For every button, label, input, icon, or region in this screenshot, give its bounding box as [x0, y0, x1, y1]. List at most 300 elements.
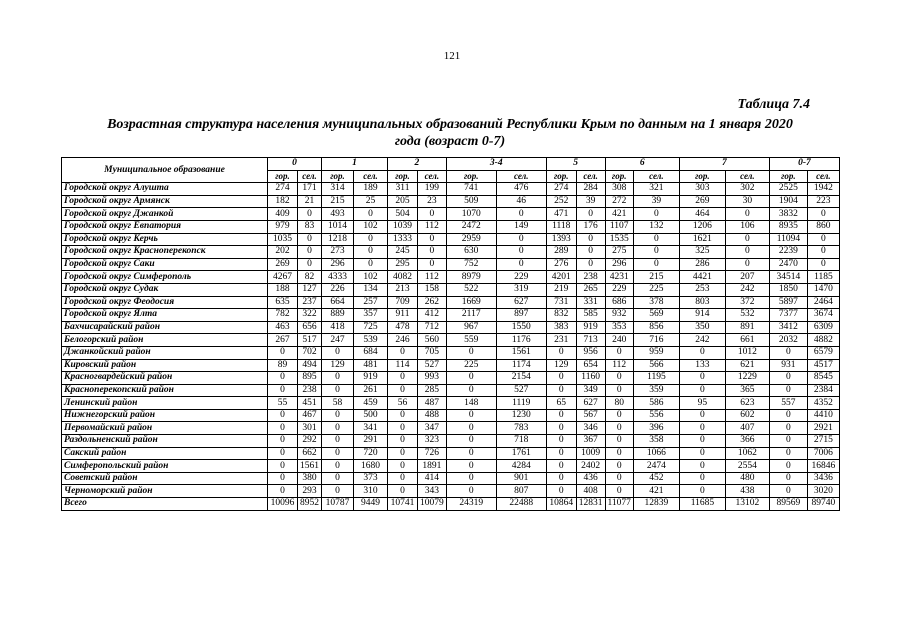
table-cell: 223 [807, 195, 839, 208]
table-cell: 262 [418, 296, 447, 309]
table-cell: 0 [605, 447, 633, 460]
table-cell: 350 [679, 321, 725, 334]
table-cell: 0 [322, 422, 354, 435]
table-cell: 0 [605, 384, 633, 397]
table-cell: 0 [388, 346, 418, 359]
table-cell: 176 [576, 220, 605, 233]
table-cell: 274 [268, 183, 298, 196]
table-cell: 0 [446, 485, 496, 498]
table-cell: 0 [268, 422, 298, 435]
header-urban: гор. [446, 170, 496, 183]
table-cell: 569 [633, 309, 679, 322]
header-municipality: Муниципальное образование [62, 158, 268, 183]
table-cell: 0 [633, 208, 679, 221]
table-cell: 2117 [446, 309, 496, 322]
table-cell: 0 [418, 233, 447, 246]
table-cell: 0 [605, 372, 633, 385]
table-cell: 654 [576, 359, 605, 372]
table-cell: 0 [807, 233, 839, 246]
table-row [62, 435, 840, 448]
table-cell: 2959 [446, 233, 496, 246]
table-cell: 292 [298, 435, 322, 448]
table-cell: 0 [546, 372, 576, 385]
table-row [62, 422, 840, 435]
table-cell: 901 [496, 472, 546, 485]
municipality-name: Симферопольский район [62, 460, 268, 473]
table-cell: 1195 [633, 372, 679, 385]
table-cell: 11685 [679, 498, 725, 511]
table-cell: 10096 [268, 498, 298, 511]
table-cell: 911 [388, 309, 418, 322]
table-cell: 4352 [807, 397, 839, 410]
table-cell: 0 [322, 384, 354, 397]
table-cell: 322 [298, 309, 322, 322]
header-urban: гор. [769, 170, 807, 183]
header-rural: сел. [418, 170, 447, 183]
table-cell: 0 [633, 258, 679, 271]
table-cell: 82 [298, 271, 322, 284]
table-cell: 586 [633, 397, 679, 410]
table-cell: 267 [268, 334, 298, 347]
table-cell: 856 [633, 321, 679, 334]
table-cell: 16846 [807, 460, 839, 473]
table-cell: 1229 [725, 372, 769, 385]
municipality-name: Сакский район [62, 447, 268, 460]
table-cell: 0 [576, 208, 605, 221]
table-cell: 0 [322, 409, 354, 422]
table-cell: 504 [388, 208, 418, 221]
table-cell: 0 [496, 258, 546, 271]
table-cell: 295 [388, 258, 418, 271]
table-cell: 0 [268, 447, 298, 460]
header-rural: сел. [576, 170, 605, 183]
table-cell: 752 [446, 258, 496, 271]
table-cell: 0 [769, 372, 807, 385]
table-cell: 296 [605, 258, 633, 271]
table-cell: 0 [679, 460, 725, 473]
municipality-name: Кировский район [62, 359, 268, 372]
table-cell: 1761 [496, 447, 546, 460]
table-cell: 0 [546, 472, 576, 485]
header-rural: сел. [354, 170, 388, 183]
table-cell: 273 [322, 246, 354, 259]
table-cell: 11077 [605, 498, 633, 511]
table-cell: 2554 [725, 460, 769, 473]
municipality-name: Городской округ Ялта [62, 309, 268, 322]
table-cell: 0 [388, 422, 418, 435]
table-cell: 1680 [354, 460, 388, 473]
table-cell: 89569 [769, 498, 807, 511]
municipality-name: Городской округ Евпатория [62, 220, 268, 233]
table-cell: 0 [679, 384, 725, 397]
table-cell: 205 [388, 195, 418, 208]
table-cell: 712 [418, 321, 447, 334]
table-cell: 257 [354, 296, 388, 309]
table-cell: 1850 [769, 283, 807, 296]
table-cell: 4410 [807, 409, 839, 422]
table-cell: 731 [546, 296, 576, 309]
table-row [62, 409, 840, 422]
table-row [62, 183, 840, 196]
table-cell: 0 [725, 258, 769, 271]
table-cell: 0 [769, 472, 807, 485]
table-cell: 171 [298, 183, 322, 196]
table-label: Таблица 7.4 [737, 97, 810, 112]
table-cell: 1891 [418, 460, 447, 473]
municipality-name: Первомайский район [62, 422, 268, 435]
header-rural: сел. [807, 170, 839, 183]
table-cell: 0 [546, 460, 576, 473]
table-cell: 476 [496, 183, 546, 196]
table-cell: 319 [496, 283, 546, 296]
table-cell: 720 [354, 447, 388, 460]
municipality-name: Черноморский район [62, 485, 268, 498]
table-cell: 967 [446, 321, 496, 334]
municipality-name: Городской округ Симферополь [62, 271, 268, 284]
table-cell: 0 [576, 258, 605, 271]
table-cell: 129 [322, 359, 354, 372]
table-cell: 240 [605, 334, 633, 347]
table-cell: 0 [807, 258, 839, 271]
table-cell: 9449 [354, 498, 388, 511]
table-cell: 635 [268, 296, 298, 309]
table-cell: 0 [322, 447, 354, 460]
table-cell: 1333 [388, 233, 418, 246]
table-cell: 22488 [496, 498, 546, 511]
table-cell: 493 [322, 208, 354, 221]
table-cell: 238 [298, 384, 322, 397]
table-cell: 0 [679, 485, 725, 498]
table-cell: 783 [496, 422, 546, 435]
table-cell: 229 [605, 283, 633, 296]
table-row [62, 233, 840, 246]
table-cell: 407 [725, 422, 769, 435]
table-cell: 705 [418, 346, 447, 359]
table-cell: 34514 [769, 271, 807, 284]
table-cell: 4082 [388, 271, 418, 284]
table-cell: 261 [354, 384, 388, 397]
table-cell: 4201 [546, 271, 576, 284]
table-cell: 0 [322, 372, 354, 385]
table-cell: 0 [546, 447, 576, 460]
header-urban: гор. [679, 170, 725, 183]
table-cell: 396 [633, 422, 679, 435]
table-cell: 702 [298, 346, 322, 359]
table-cell: 353 [605, 321, 633, 334]
municipality-name: Белогорский район [62, 334, 268, 347]
table-cell: 436 [576, 472, 605, 485]
table-cell: 3412 [769, 321, 807, 334]
table-cell: 106 [725, 220, 769, 233]
municipality-name: Городской округ Красноперекопск [62, 246, 268, 259]
table-cell: 378 [633, 296, 679, 309]
table-cell: 0 [546, 346, 576, 359]
table-cell: 242 [725, 283, 769, 296]
table-cell: 451 [298, 397, 322, 410]
table-row [62, 472, 840, 485]
table-cell: 0 [322, 460, 354, 473]
table-cell: 1669 [446, 296, 496, 309]
municipality-name: Нижнегорский район [62, 409, 268, 422]
table-cell: 365 [725, 384, 769, 397]
table-cell: 6579 [807, 346, 839, 359]
table-cell: 275 [605, 246, 633, 259]
table-cell: 346 [576, 422, 605, 435]
table-cell: 0 [679, 372, 725, 385]
table-row [62, 296, 840, 309]
table-row [62, 321, 840, 334]
table-cell: 494 [298, 359, 322, 372]
table-cell: 133 [679, 359, 725, 372]
table-cell: 373 [354, 472, 388, 485]
table-cell: 7006 [807, 447, 839, 460]
table-cell: 897 [496, 309, 546, 322]
table-cell: 2474 [633, 460, 679, 473]
table-cell: 372 [725, 296, 769, 309]
table-cell: 1014 [322, 220, 354, 233]
table-cell: 627 [576, 397, 605, 410]
table-cell: 0 [388, 460, 418, 473]
table-cell: 8935 [769, 220, 807, 233]
table-cell: 3832 [769, 208, 807, 221]
table-cell: 8545 [807, 372, 839, 385]
table-cell: 832 [546, 309, 576, 322]
table-cell: 215 [322, 195, 354, 208]
table-cell: 0 [446, 346, 496, 359]
header-age-group: 0 [268, 158, 322, 171]
table-cell: 0 [298, 233, 322, 246]
table-cell: 0 [446, 472, 496, 485]
table-row [62, 460, 840, 473]
municipality-name: Красногвардейский район [62, 372, 268, 385]
table-cell: 207 [725, 271, 769, 284]
table-cell: 566 [633, 359, 679, 372]
table-cell: 0 [322, 435, 354, 448]
table-cell: 500 [354, 409, 388, 422]
table-cell: 585 [576, 309, 605, 322]
header-age-group: 3-4 [446, 158, 546, 171]
table-cell: 4284 [496, 460, 546, 473]
municipality-name: Красноперекопский район [62, 384, 268, 397]
table-cell: 1904 [769, 195, 807, 208]
table-row [62, 258, 840, 271]
table-cell: 421 [605, 208, 633, 221]
table-row [62, 220, 840, 233]
table-row [62, 271, 840, 284]
table-cell: 567 [576, 409, 605, 422]
table-cell: 0 [446, 409, 496, 422]
table-cell: 83 [298, 220, 322, 233]
table-cell: 0 [418, 246, 447, 259]
table-cell: 310 [354, 485, 388, 498]
table-cell: 2032 [769, 334, 807, 347]
table-cell: 189 [354, 183, 388, 196]
table-title [40, 116, 860, 150]
table-cell: 0 [298, 208, 322, 221]
table-cell: 418 [322, 321, 354, 334]
table-cell: 421 [633, 485, 679, 498]
table-cell: 7377 [769, 309, 807, 322]
table-cell: 308 [605, 183, 633, 196]
table-cell: 225 [633, 283, 679, 296]
table-cell: 1118 [546, 220, 576, 233]
table-cell: 0 [388, 409, 418, 422]
header-age-group: 6 [605, 158, 679, 171]
table-cell: 8979 [446, 271, 496, 284]
table-cell: 4421 [679, 271, 725, 284]
table-cell: 2384 [807, 384, 839, 397]
table-cell: 1218 [322, 233, 354, 246]
header-rural: сел. [633, 170, 679, 183]
table-cell: 0 [769, 447, 807, 460]
table-cell: 0 [546, 384, 576, 397]
municipality-name: Всего [62, 498, 268, 511]
table-cell: 0 [679, 422, 725, 435]
table-cell: 0 [769, 435, 807, 448]
table-cell: 959 [633, 346, 679, 359]
table-cell: 323 [418, 435, 447, 448]
table-cell: 21 [298, 195, 322, 208]
table-cell: 0 [546, 435, 576, 448]
table-cell: 0 [546, 409, 576, 422]
table-cell: 914 [679, 309, 725, 322]
table-cell: 459 [354, 397, 388, 410]
table-cell: 0 [418, 258, 447, 271]
table-cell: 127 [298, 283, 322, 296]
table-cell: 716 [633, 334, 679, 347]
table-cell: 2472 [446, 220, 496, 233]
table-cell: 2921 [807, 422, 839, 435]
table-cell: 12831 [576, 498, 605, 511]
municipality-name: Раздольненский район [62, 435, 268, 448]
table-cell: 414 [418, 472, 447, 485]
table-cell: 1176 [496, 334, 546, 347]
header-rural: сел. [298, 170, 322, 183]
table-cell: 1160 [576, 372, 605, 385]
table-cell: 889 [322, 309, 354, 322]
header-rural: сел. [496, 170, 546, 183]
table-cell: 3436 [807, 472, 839, 485]
table-cell: 662 [298, 447, 322, 460]
table-cell: 656 [298, 321, 322, 334]
table-cell: 229 [496, 271, 546, 284]
table-cell: 285 [418, 384, 447, 397]
table-cell: 464 [679, 208, 725, 221]
table-cell: 0 [268, 409, 298, 422]
table-cell: 0 [388, 472, 418, 485]
table-row [62, 359, 840, 372]
table-cell: 289 [546, 246, 576, 259]
table-cell: 1070 [446, 208, 496, 221]
table-cell: 0 [679, 447, 725, 460]
table-cell: 0 [496, 246, 546, 259]
table-cell: 478 [388, 321, 418, 334]
table-cell: 182 [268, 195, 298, 208]
table-cell: 931 [769, 359, 807, 372]
table-cell: 132 [633, 220, 679, 233]
table-cell: 741 [446, 183, 496, 196]
table-cell: 0 [388, 384, 418, 397]
table-cell: 718 [496, 435, 546, 448]
table-cell: 3674 [807, 309, 839, 322]
table-cell: 559 [446, 334, 496, 347]
table-cell: 4231 [605, 271, 633, 284]
table-cell: 1621 [679, 233, 725, 246]
table-cell: 661 [725, 334, 769, 347]
table-cell: 684 [354, 346, 388, 359]
municipality-name: Городской округ Керчь [62, 233, 268, 246]
page-number: 121 [443, 50, 461, 62]
table-cell: 1119 [496, 397, 546, 410]
table-cell: 4882 [807, 334, 839, 347]
table-cell: 276 [546, 258, 576, 271]
table-cell: 539 [354, 334, 388, 347]
table-cell: 0 [268, 485, 298, 498]
table-cell: 0 [298, 258, 322, 271]
table-cell: 0 [418, 208, 447, 221]
table-cell: 286 [679, 258, 725, 271]
table-cell: 10787 [322, 498, 354, 511]
table-cell: 1062 [725, 447, 769, 460]
municipality-name: Джанкойский район [62, 346, 268, 359]
table-cell: 301 [298, 422, 322, 435]
municipality-name: Городской округ Саки [62, 258, 268, 271]
table-cell: 39 [633, 195, 679, 208]
table-cell: 188 [268, 283, 298, 296]
table-cell: 0 [605, 460, 633, 473]
table-cell: 366 [725, 435, 769, 448]
table-cell: 452 [633, 472, 679, 485]
table-cell: 0 [769, 422, 807, 435]
table-cell: 522 [446, 283, 496, 296]
header-urban: гор. [546, 170, 576, 183]
table-cell: 1535 [605, 233, 633, 246]
header-age-group: 7 [679, 158, 769, 171]
table-cell: 39 [576, 195, 605, 208]
table-row [62, 195, 840, 208]
table-cell: 296 [322, 258, 354, 271]
table-cell: 265 [576, 283, 605, 296]
table-cell: 560 [418, 334, 447, 347]
table-header [62, 158, 840, 183]
table-cell: 0 [388, 485, 418, 498]
table-cell: 1185 [807, 271, 839, 284]
table-row [62, 485, 840, 498]
table-cell: 0 [807, 246, 839, 259]
table-cell: 0 [546, 422, 576, 435]
table-cell: 0 [496, 233, 546, 246]
table-cell: 0 [769, 409, 807, 422]
table-cell: 112 [418, 271, 447, 284]
table-cell: 891 [725, 321, 769, 334]
table-cell: 5897 [769, 296, 807, 309]
table-cell: 0 [769, 460, 807, 473]
table-cell: 463 [268, 321, 298, 334]
header-age-group: 0-7 [769, 158, 839, 171]
table-cell: 487 [418, 397, 447, 410]
table-cell: 0 [268, 460, 298, 473]
table-cell: 321 [633, 183, 679, 196]
table-cell: 2464 [807, 296, 839, 309]
table-cell: 6309 [807, 321, 839, 334]
table-cell: 2154 [496, 372, 546, 385]
table-row [62, 283, 840, 296]
table-cell: 0 [679, 346, 725, 359]
table-cell: 0 [268, 384, 298, 397]
table-cell: 102 [354, 220, 388, 233]
table-cell: 272 [605, 195, 633, 208]
table-cell: 202 [268, 246, 298, 259]
